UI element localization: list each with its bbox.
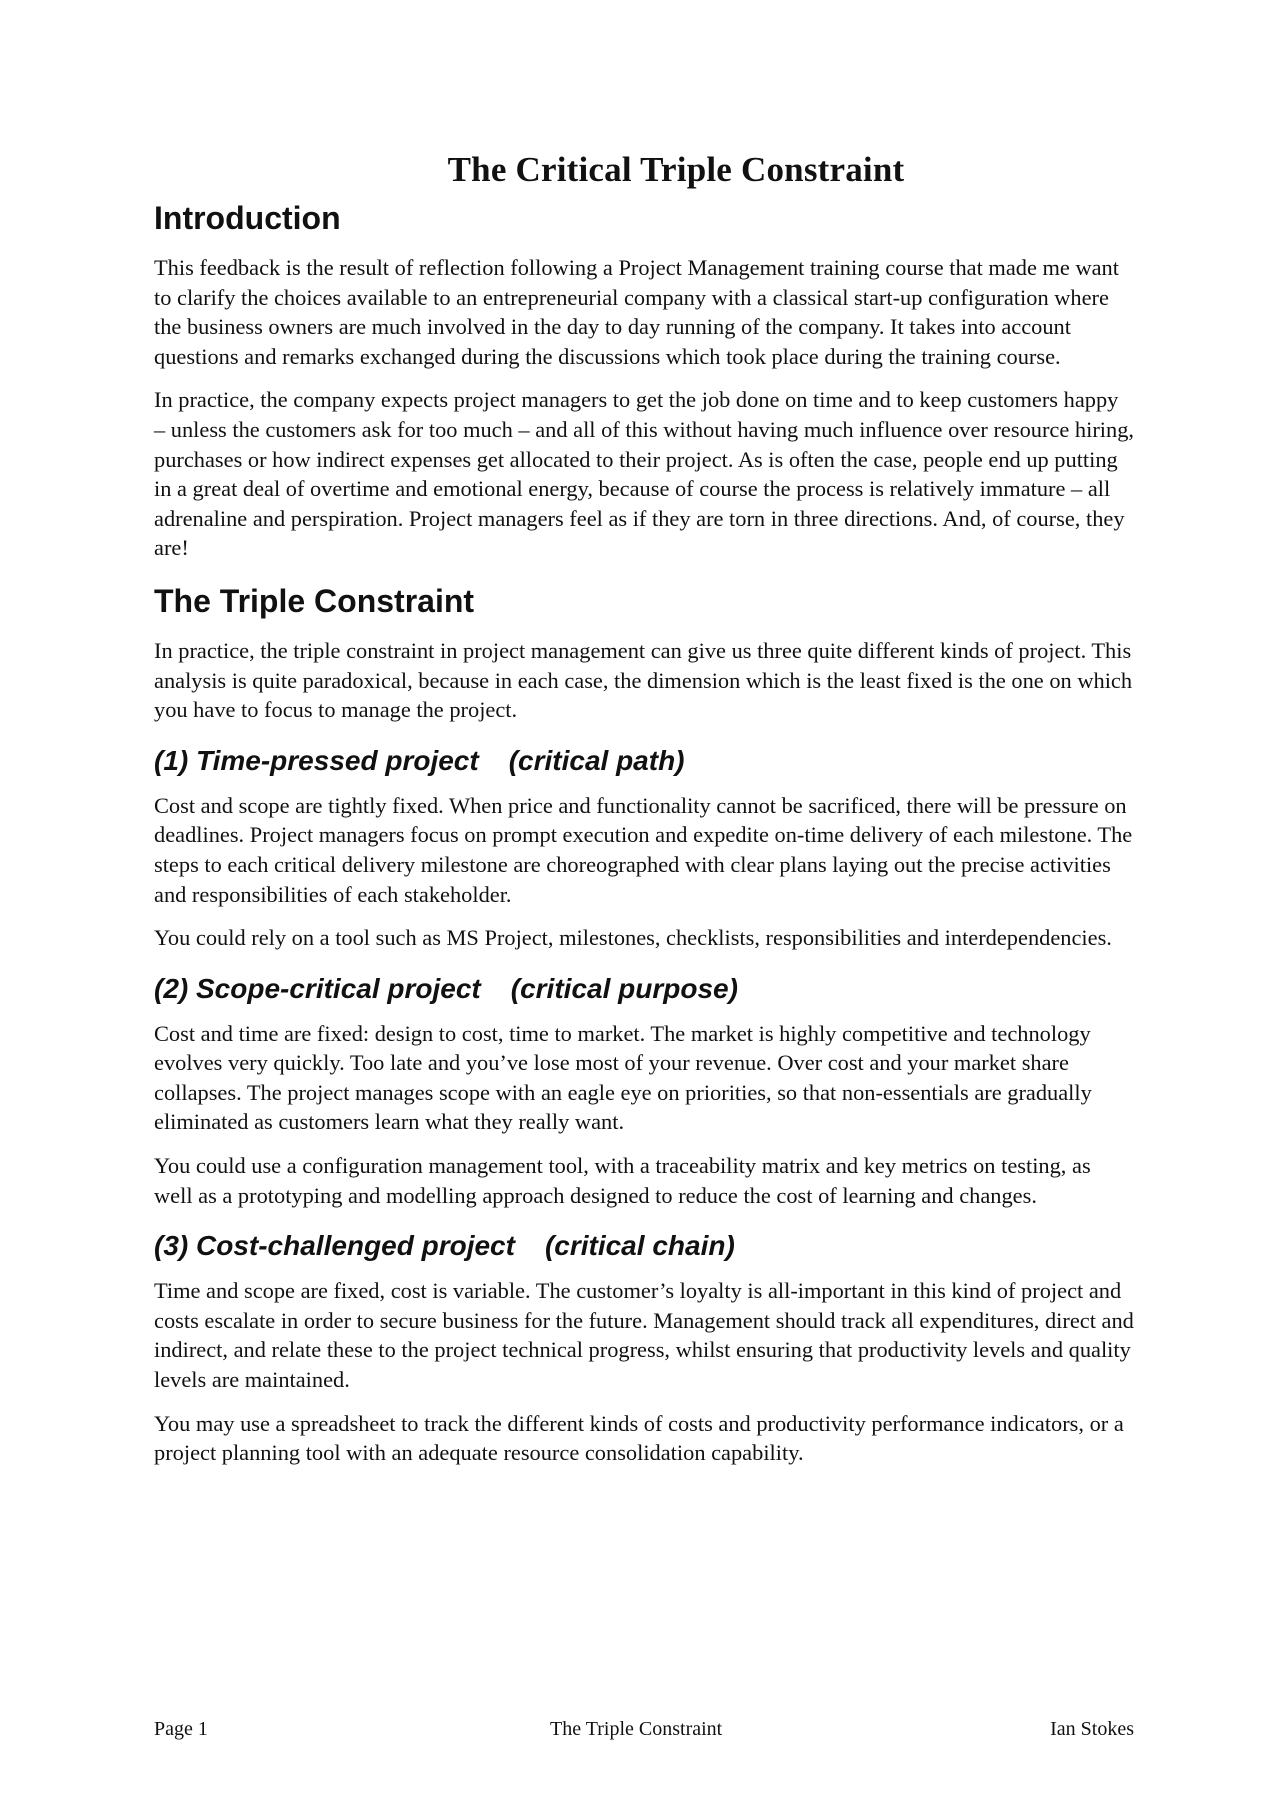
subsection-title: (2) Scope-critical project [154,972,481,1004]
subsection-tag: (critical chain) [544,1230,735,1262]
subsection-tag: (critical path) [508,744,685,776]
page-footer [154,1718,1134,1746]
subsection-heading-scope-critical [154,973,1134,1005]
paragraph: Cost and scope are tightly fixed. When price and functionality cannot be sacrificed, there will be pressure on deadlines. Project managers focus on prompt execution and expedite on-time delivery of each milestone. The steps to each critical delivery milestone are choreographed with clear plans laying out the precise activities and responsibilities of each stakeholder. [154,792,1133,907]
footer-author: Ian Stokes [1050,1718,1134,1740]
paragraph: Cost and time are fixed: design to cost, time to market. The market is highly competitive and technology evolves very quickly. Too late and you’ve lose most of your revenue. Over cost and your market share collapses. The project manages scope with an eagle eye on priorities, so that non-essentials are gradually eliminated as customers learn what they really want. [154,1020,1092,1135]
footer-document-name: The Triple Constraint [550,1718,723,1740]
subsection-title: (1) Time-pressed project [154,744,479,776]
footer-page-number: Page 1 [154,1718,208,1740]
paragraph: You could rely on a tool such as MS Project, milestones, checklists, responsibilities and interdependencies. [154,925,1112,951]
section-heading-introduction: Introduction [154,200,341,236]
subsection-tag: (critical purpose) [510,972,738,1004]
paragraph: Time and scope are fixed, cost is variable. The customer’s loyalty is all-important in this kind of project and costs escalate in order to secure business for the future. Management should track all expenditures, direct and indirect, and relate these to the project technical progress, whilst ensuring that productivity levels and quality levels are maintained. [154,1278,1134,1393]
subsection-heading-cost-challenged [154,1230,1134,1262]
paragraph: You could use a configuration management tool, with a traceability matrix and key metrics on testing, as well as a prototyping and modelling approach designed to reduce the cost of learning and changes. [154,1153,1091,1208]
paragraph: In practice, the company expects project managers to get the job done on time and to keep customers happy – unless the customers ask for too much – and all of this without having much influence over resource hiring, purchases or how indirect expenses get allocated to their project. As is often the case, people end up putting in a great deal of overtime and emotional energy, because of course the process is relatively immature – all adrenaline and perspiration. Project managers feel as if they are torn in three directions. And, of course, they are! [154,387,1134,561]
document-title: The Critical Triple Constraint [447,150,905,189]
subsection-title: (3) Cost-challenged project [154,1230,515,1262]
subsection-heading-time-pressed [154,745,1134,777]
section-heading-triple-constraint: The Triple Constraint [154,582,475,619]
document-page [154,150,1134,1482]
paragraph: You may use a spreadsheet to track the different kinds of costs and productivity performance indicators, or a project planning tool with an adequate resource consolidation capability. [154,1410,1124,1466]
paragraph: In practice, the triple constraint in project management can give us three quite different kinds of project. This analysis is quite paradoxical, because in each case, the dimension which is the least fixed is the one on which you have to focus to manage the project. [154,637,1133,723]
paragraph: This feedback is the result of reflection following a Project Management training course that made me want to clarify the choices available to an entrepreneurial company with a classical start-up configuration where the business owners are much involved in the day to day running of the company. It takes into account questions and remarks exchanged during the discussions which took place during the training course. [154,255,1119,369]
